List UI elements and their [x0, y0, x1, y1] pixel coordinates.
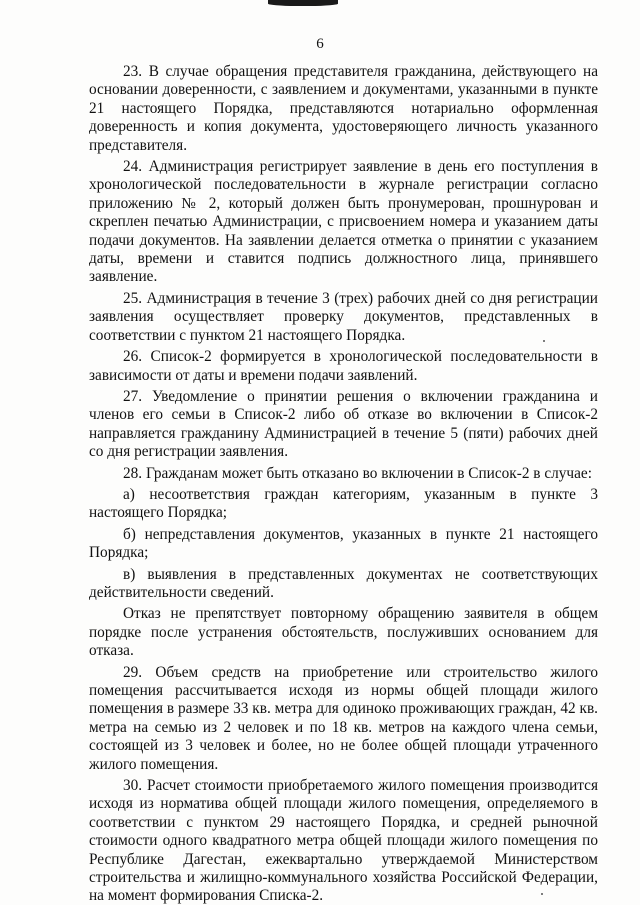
paragraph-refusal-note: Отказ не препятствует повторному обращению заявителя в общем порядке после устранения обстоятельств, послуживших основанием для отказа.: [89, 605, 598, 660]
scan-speck: [541, 893, 543, 895]
paragraph-28-item-c: в) выявления в представленных документах не соответствующих действительности сведений.: [89, 565, 598, 601]
paragraph-28-item-a: а) несоответствия граждан категориям, указанным в пункте 3 настоящего Порядка;: [89, 485, 598, 522]
paragraph-24: 24. Администрация регистрирует заявление в день его поступления в хронологической последовательности в журнале регистрации согласно приложению № 2, который должен быть пронумерован, прошнурован и скреплен печатью Администрации, с присвоением номера и указанием даты подачи документов. На заявлении делается отметка о принятии с указанием даты, времени и ставится подпись должностного лица, принявшего заявление.: [89, 158, 598, 286]
paragraph-25: 25. Администрация в течение 3 (трех) рабочих дней со дня регистрации заявления осуществляет проверку документов, представленных в соответствии с пунктом 21 настоящего Порядка.: [89, 289, 598, 344]
scan-artifact: [268, 0, 338, 6]
paragraph-28-item-b: б) непредставления документов, указанных в пункте 21 настоящего Порядка;: [89, 525, 598, 562]
paragraph-29: 29. Объем средств на приобретение или строительство жилого помещения рассчитывается исходя из нормы общей площади жилого помещения в размере 33 кв. метра для одиноко проживающих граждан, 42 кв. метра на семью из 2 человек и по 18 кв. метров на каждого члена семьи, состоящей из 3 человек и более, но не более общей площади утраченного жилого помещения.: [89, 663, 598, 773]
paragraph-28: 28. Гражданам может быть отказано во включении в Список-2 в случае:: [123, 464, 592, 482]
paragraph-23: 23. В случае обращения представителя гражданина, действующего на основании доверенности, с заявлением и документами, указанными в пункте 21 настоящего Порядка, представляются нотариально оформленная доверенность и копия документа, удостоверяющего личность указанного представителя.: [89, 63, 598, 154]
page-number: 6: [316, 36, 324, 52]
document-body: [89, 63, 598, 909]
scan-speck: [543, 340, 545, 342]
paragraph-27: 27. Уведомление о принятии решения о включении гражданина и членов его семьи в Список-2 либо об отказе во включении в Список-2 направляется гражданину Администрацией в течение 5 (пяти) рабочих дней со дня регистрации заявления.: [89, 387, 598, 461]
paragraph-30: 30. Расчет стоимости приобретаемого жилого помещения производится исходя из норматива общей площади жилого помещения, определяемого в соответствии с пунктом 29 настоящего Порядка, и средней рыночной стоимости одного квадратного метра общей площади жилого помещения по Республике Дагестан, ежеквартально утверждаемой Министерством строительства и жилищно-коммунального хозяйства Российской Федерации, на момент формирования Списка-2.: [89, 777, 598, 905]
paragraph-26: 26. Список-2 формируется в хронологической последовательности в зависимости от даты и времени подачи заявлений.: [89, 348, 598, 384]
